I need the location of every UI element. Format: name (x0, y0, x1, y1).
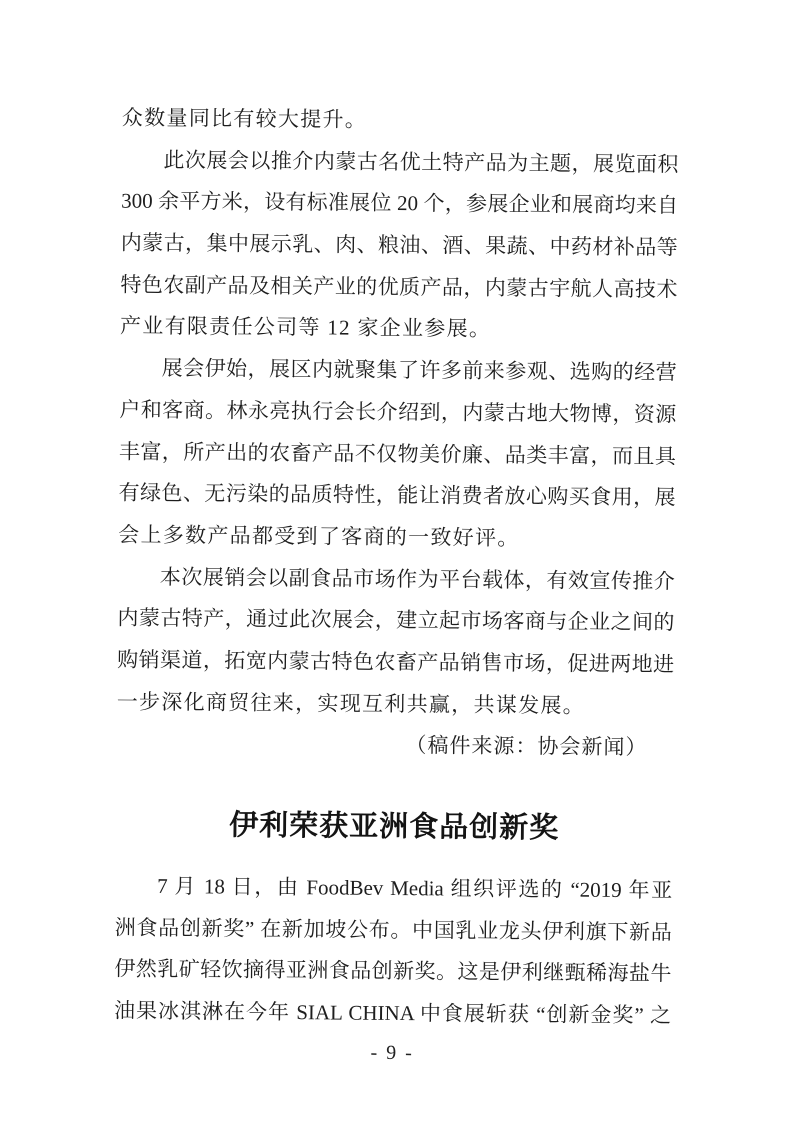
page-number: - 9 - (370, 1041, 414, 1065)
body-line: 户和客商。林永亮执行会长介绍到，内蒙古地大物博，资源 (119, 397, 677, 427)
body-line: 洲食品创新奖” 在新加坡公布。中国乳业龙头伊利旗下新品 (114, 915, 672, 945)
body-line: 特色农副产品及相关产业的优质产品，内蒙古宇航人高技术 (120, 272, 678, 302)
body-line: 一步深化商贸往来，实现互利共赢，共谋发展。 (116, 689, 586, 718)
body-line: 丰富，所产出的农畜产品不仅物美价廉、品类丰富，而且具 (118, 439, 677, 468)
body-line: 内蒙古，集中展示乳、肉、粮油、酒、果蔬、中药材补品等 (120, 230, 678, 260)
article-award-body (114, 866, 672, 1038)
body-line: 会上多数产品都受到了客商的一致好评。 (118, 522, 520, 550)
body-line: 内蒙古特产，通过此次展会，建立起市场客商与企业之间的 (117, 605, 675, 635)
body-line: 300 余平方米，设有标准展位 20 个，参展企业和展商均来自 (121, 188, 679, 218)
body-line: 众数量同比有较大提升。 (121, 105, 368, 132)
body-line: 购销渠道，拓宽内蒙古特色农畜产品销售市场，促进两地进 (117, 647, 675, 677)
body-line: 7 月 18 日，由 FoodBev Media 组织评选的 “2019 年亚 (157, 873, 673, 903)
article-expo-body (116, 98, 679, 770)
body-line: 有绿色、无污染的品质特性，能让消费者放心购买食用，展 (118, 480, 676, 510)
body-line: 此次展会以推介内蒙古名优土特产品为主题，展览面积 (163, 147, 679, 177)
body-line: 产业有限责任公司等 12 家企业参展。 (119, 314, 492, 342)
body-line: 油果冰淇淋在今年 SIAL CHINA 中食展斩获 “创新金奖” 之 (113, 998, 672, 1028)
source-credit: （稿件来源：协会新闻） (405, 733, 648, 760)
article-heading: 伊利荣获亚洲食品创新奖 (229, 809, 560, 845)
body-line: 伊然乳矿轻饮摘得亚洲食品创新奖。这是伊利继甄稀海盐牛 (114, 956, 672, 986)
body-line: 本次展销会以副食品市场作为平台载体，有效宣传推介 (159, 564, 675, 593)
body-line: 展会伊始，展区内就聚集了许多前来参观、选购的经营 (161, 356, 677, 385)
